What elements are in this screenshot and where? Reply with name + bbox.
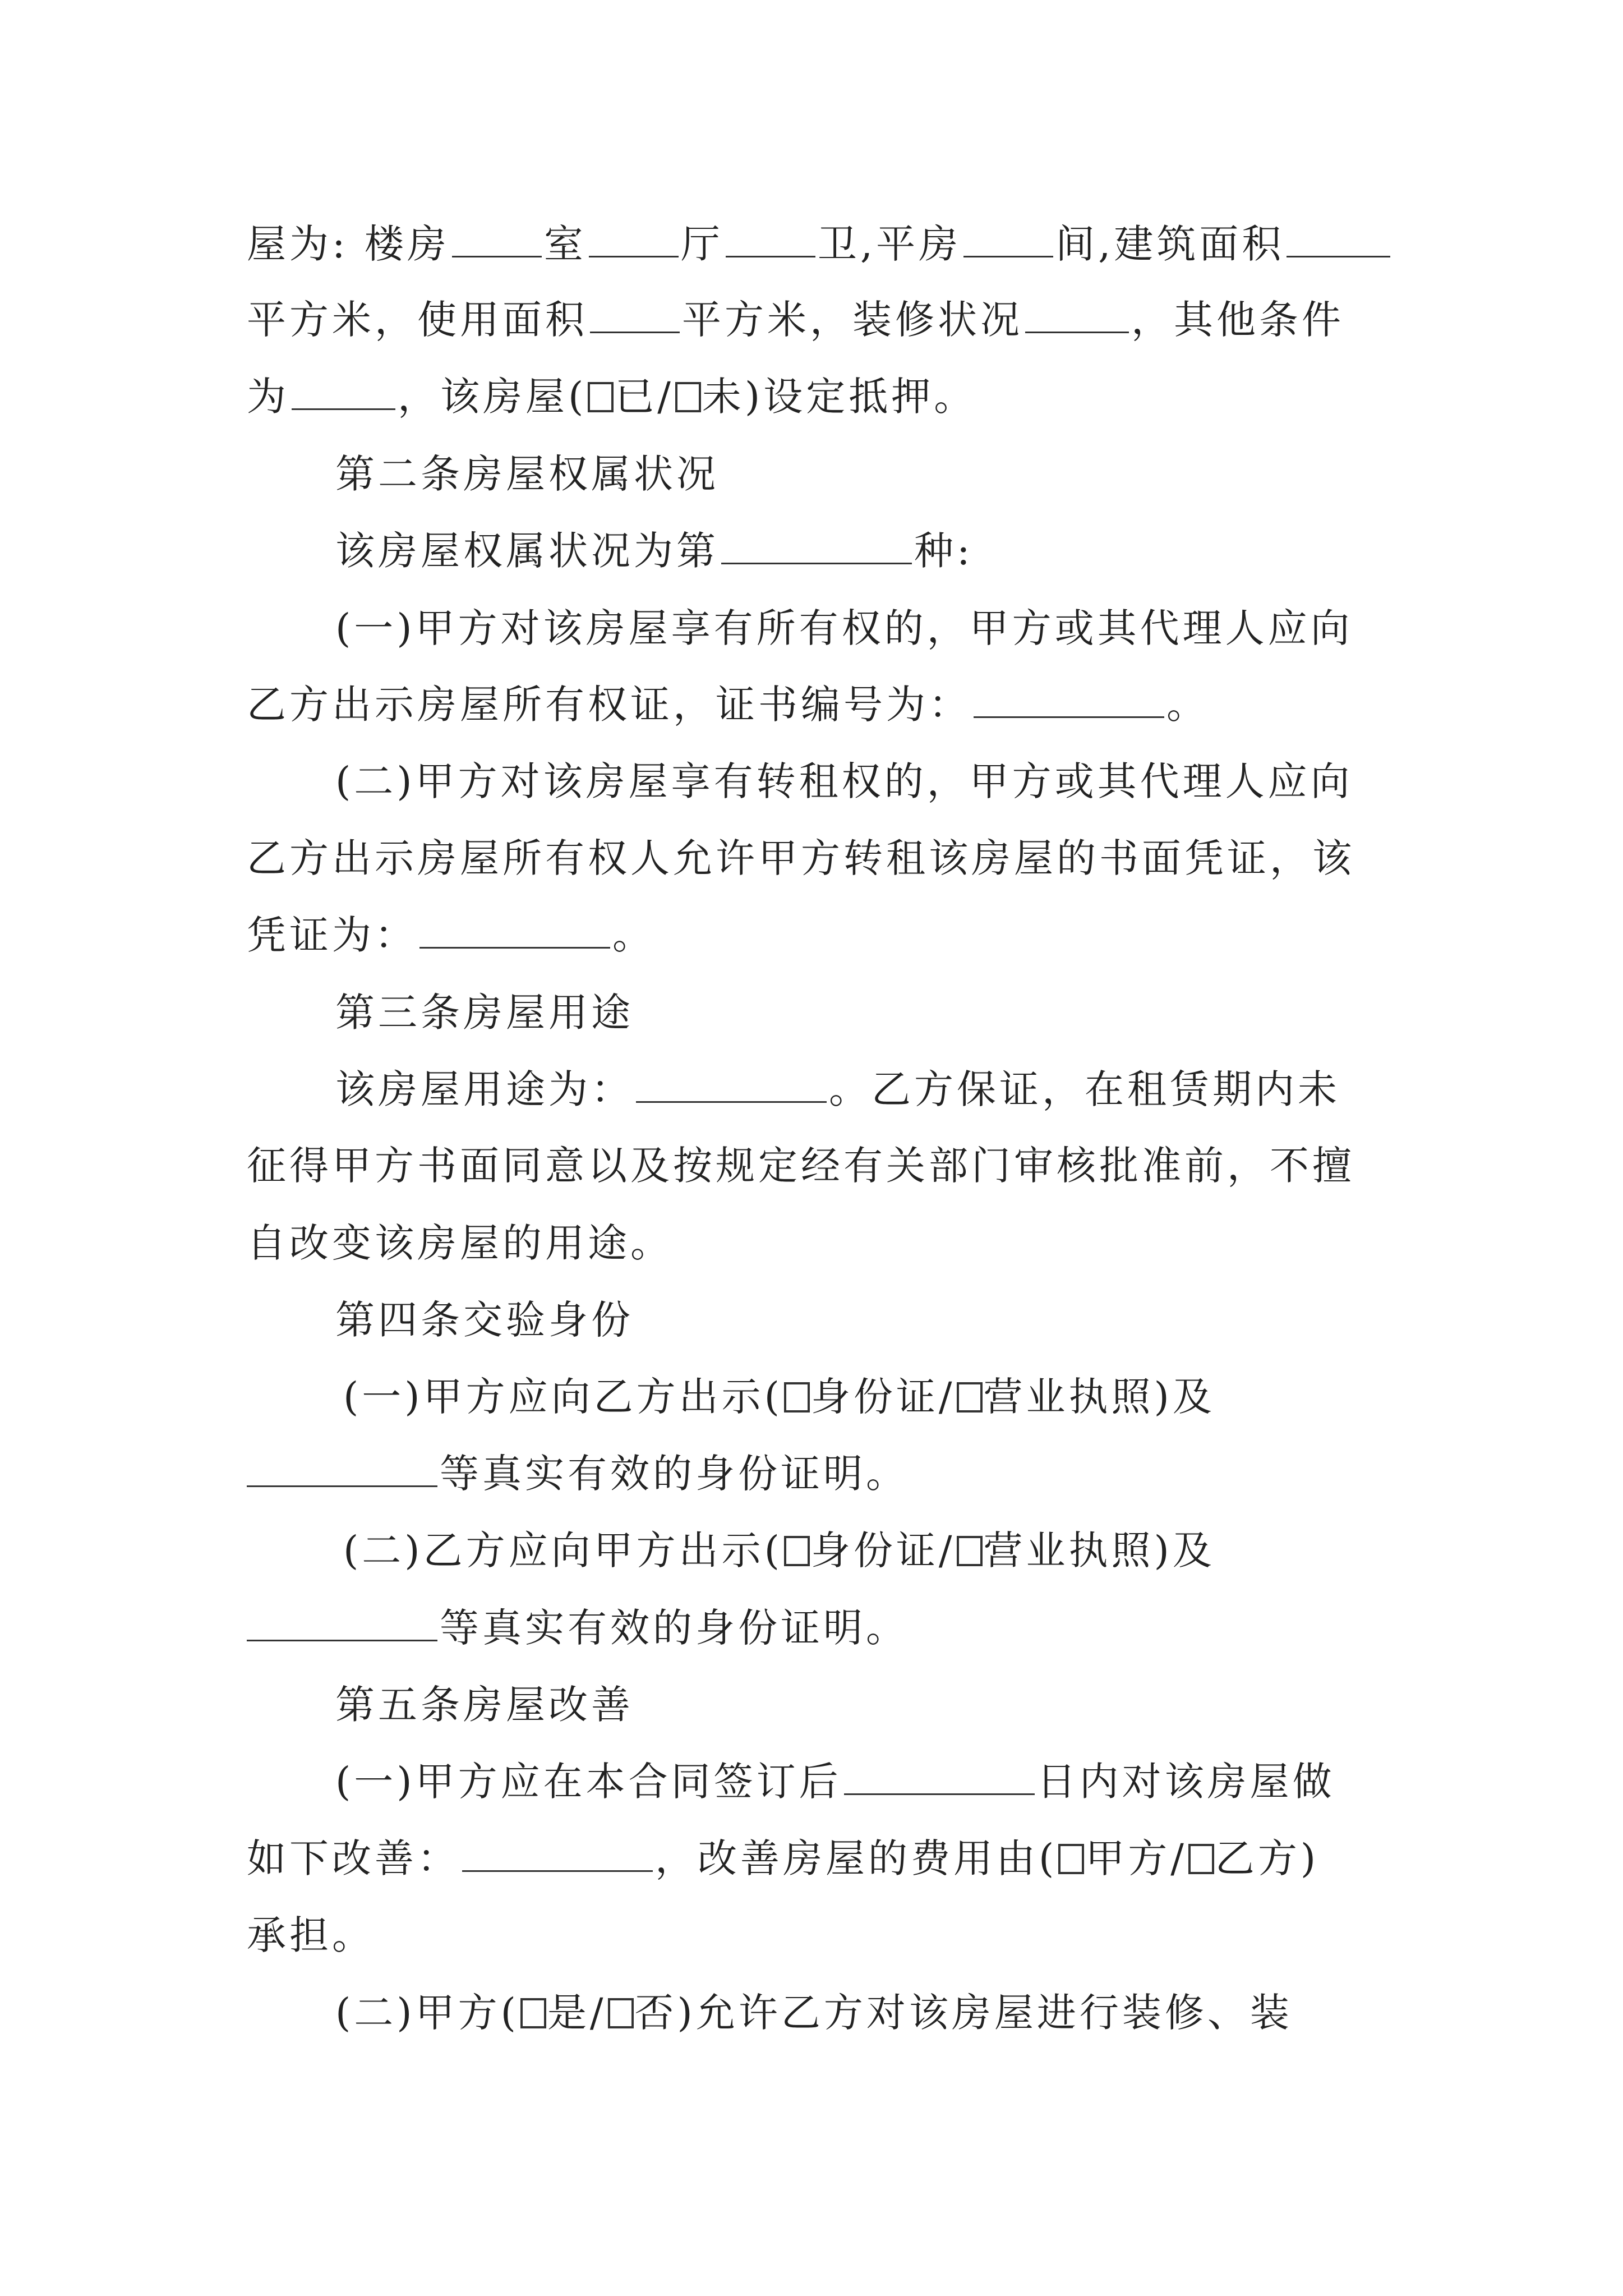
text-line bbox=[247, 1440, 1391, 1507]
blank-field bbox=[726, 211, 815, 257]
text-segment: 凭证为： bbox=[247, 912, 417, 958]
text-segment: ，该房屋( bbox=[398, 374, 587, 420]
heading-text: 第四条交验身份 bbox=[335, 1297, 634, 1343]
blank-field bbox=[452, 211, 542, 257]
checkbox-icon bbox=[784, 1382, 810, 1412]
text-segment: 为 bbox=[247, 374, 289, 420]
text-line bbox=[247, 1825, 1391, 1892]
text-segment: 等真实有效的身份证明。 bbox=[440, 1605, 909, 1651]
text-line bbox=[343, 1517, 1391, 1584]
text-segment: ，改善房屋的费用由( bbox=[655, 1835, 1058, 1881]
checkbox-icon bbox=[784, 1536, 810, 1566]
blank-field bbox=[636, 1056, 827, 1103]
text-segment: (二)甲方( bbox=[335, 1990, 519, 2036]
blank-field bbox=[419, 902, 610, 949]
text-line bbox=[247, 671, 1391, 738]
text-segment: 等真实有效的身份证明。 bbox=[440, 1451, 909, 1497]
text-segment: 营业执照)及 bbox=[983, 1527, 1215, 1573]
blank-field bbox=[721, 518, 912, 564]
text-segment: 。乙方保证，在租赁期内未 bbox=[829, 1066, 1340, 1112]
blank-field bbox=[974, 671, 1164, 718]
text-line bbox=[247, 210, 1391, 278]
checkbox-icon bbox=[957, 1536, 983, 1566]
text-line bbox=[247, 1902, 1391, 1969]
blank-field bbox=[1287, 211, 1390, 257]
text-segment: 如下改善： bbox=[247, 1835, 460, 1881]
checkbox-icon bbox=[1058, 1844, 1084, 1874]
text-line bbox=[335, 1748, 1391, 1815]
text-segment: (一)甲方应向乙方出示( bbox=[343, 1374, 783, 1420]
text-segment: 间,建筑面积 bbox=[1055, 221, 1285, 267]
text-line bbox=[335, 748, 1391, 815]
blank-field bbox=[292, 364, 395, 410]
checkbox-icon bbox=[675, 382, 701, 412]
text-line bbox=[247, 901, 1391, 969]
blank-field bbox=[462, 1825, 653, 1872]
text-segment: 身份证/ bbox=[810, 1374, 956, 1420]
text-segment: 种: bbox=[914, 528, 974, 574]
heading-text: 第三条房屋用途 bbox=[335, 990, 634, 1036]
section-heading bbox=[335, 1286, 1391, 1354]
heading-text: 第五条房屋改善 bbox=[335, 1682, 634, 1728]
section-heading bbox=[335, 1671, 1391, 1738]
text-segment: (一)甲方对该房屋享有所有权的，甲方或其代理人应向 bbox=[335, 605, 1353, 651]
text-line bbox=[343, 1363, 1391, 1430]
text-segment: (一)甲方应在本合同签订后 bbox=[335, 1759, 842, 1805]
text-segment: 身份证/ bbox=[810, 1527, 956, 1573]
blank-field bbox=[247, 1441, 437, 1487]
blank-field bbox=[590, 287, 680, 333]
text-segment: ，其他条件 bbox=[1131, 297, 1344, 343]
text-segment: 平方米，使用面积 bbox=[247, 297, 588, 343]
section-heading bbox=[335, 979, 1391, 1046]
text-line bbox=[335, 517, 1391, 585]
text-segment: 承担。 bbox=[247, 1912, 375, 1958]
section-heading bbox=[335, 440, 1391, 508]
checkbox-icon bbox=[1188, 1844, 1214, 1874]
text-segment: 。 bbox=[612, 912, 655, 958]
text-segment: 征得甲方书面同意以及按规定经有关部门审核批准前，不擅 bbox=[247, 1143, 1355, 1189]
text-segment: (二)甲方对该房屋享有转租权的，甲方或其代理人应向 bbox=[335, 758, 1353, 804]
text-line bbox=[247, 825, 1391, 892]
heading-text: 第二条房屋权属状况 bbox=[335, 451, 719, 497]
text-segment: 自改变该房屋的用途。 bbox=[247, 1220, 673, 1266]
text-segment: 该房屋用途为： bbox=[335, 1066, 634, 1112]
text-segment: 已/ bbox=[615, 374, 674, 420]
text-line bbox=[247, 286, 1391, 353]
text-segment: 未)设定抵押。 bbox=[702, 374, 977, 420]
text-line bbox=[335, 1056, 1391, 1123]
blank-field bbox=[247, 1595, 437, 1641]
text-line bbox=[247, 363, 1391, 430]
text-line bbox=[335, 1979, 1391, 2046]
blank-field bbox=[589, 211, 679, 257]
text-segment: 乙方出示房屋所有权人允许甲方转租该房屋的书面凭证，该 bbox=[247, 835, 1355, 881]
checkbox-icon bbox=[588, 382, 614, 412]
checkbox-icon bbox=[608, 1998, 634, 2028]
text-segment: (二)乙方应向甲方出示( bbox=[343, 1527, 783, 1573]
checkbox-icon bbox=[957, 1382, 983, 1412]
text-segment: 屋为: 楼房 bbox=[247, 221, 450, 267]
text-segment: 乙方出示房屋所有权证，证书编号为： bbox=[247, 682, 971, 728]
text-segment: 乙方) bbox=[1215, 1835, 1320, 1881]
text-line bbox=[335, 595, 1391, 662]
text-line bbox=[247, 1594, 1391, 1662]
blank-field bbox=[1025, 287, 1129, 333]
text-line bbox=[247, 1209, 1391, 1277]
checkbox-icon bbox=[520, 1998, 546, 2028]
blank-field bbox=[844, 1749, 1035, 1795]
text-segment: 。 bbox=[1166, 682, 1209, 728]
text-segment: 厅 bbox=[680, 221, 723, 267]
text-segment: 是/ bbox=[547, 1990, 607, 2036]
blank-field bbox=[963, 211, 1053, 257]
text-segment: 卫,平房 bbox=[817, 221, 962, 267]
text-segment: 该房屋权属状况为第 bbox=[335, 528, 719, 574]
text-segment: 甲方/ bbox=[1085, 1835, 1187, 1881]
text-segment: 否)允许乙方对该房屋进行装修、装 bbox=[634, 1990, 1293, 2036]
text-segment: 平方米，装修状况 bbox=[682, 297, 1023, 343]
text-line bbox=[247, 1132, 1391, 1199]
text-segment: 营业执照)及 bbox=[983, 1374, 1215, 1420]
text-segment: 日内对该房屋做 bbox=[1036, 1759, 1335, 1805]
text-segment: 室 bbox=[543, 221, 587, 267]
